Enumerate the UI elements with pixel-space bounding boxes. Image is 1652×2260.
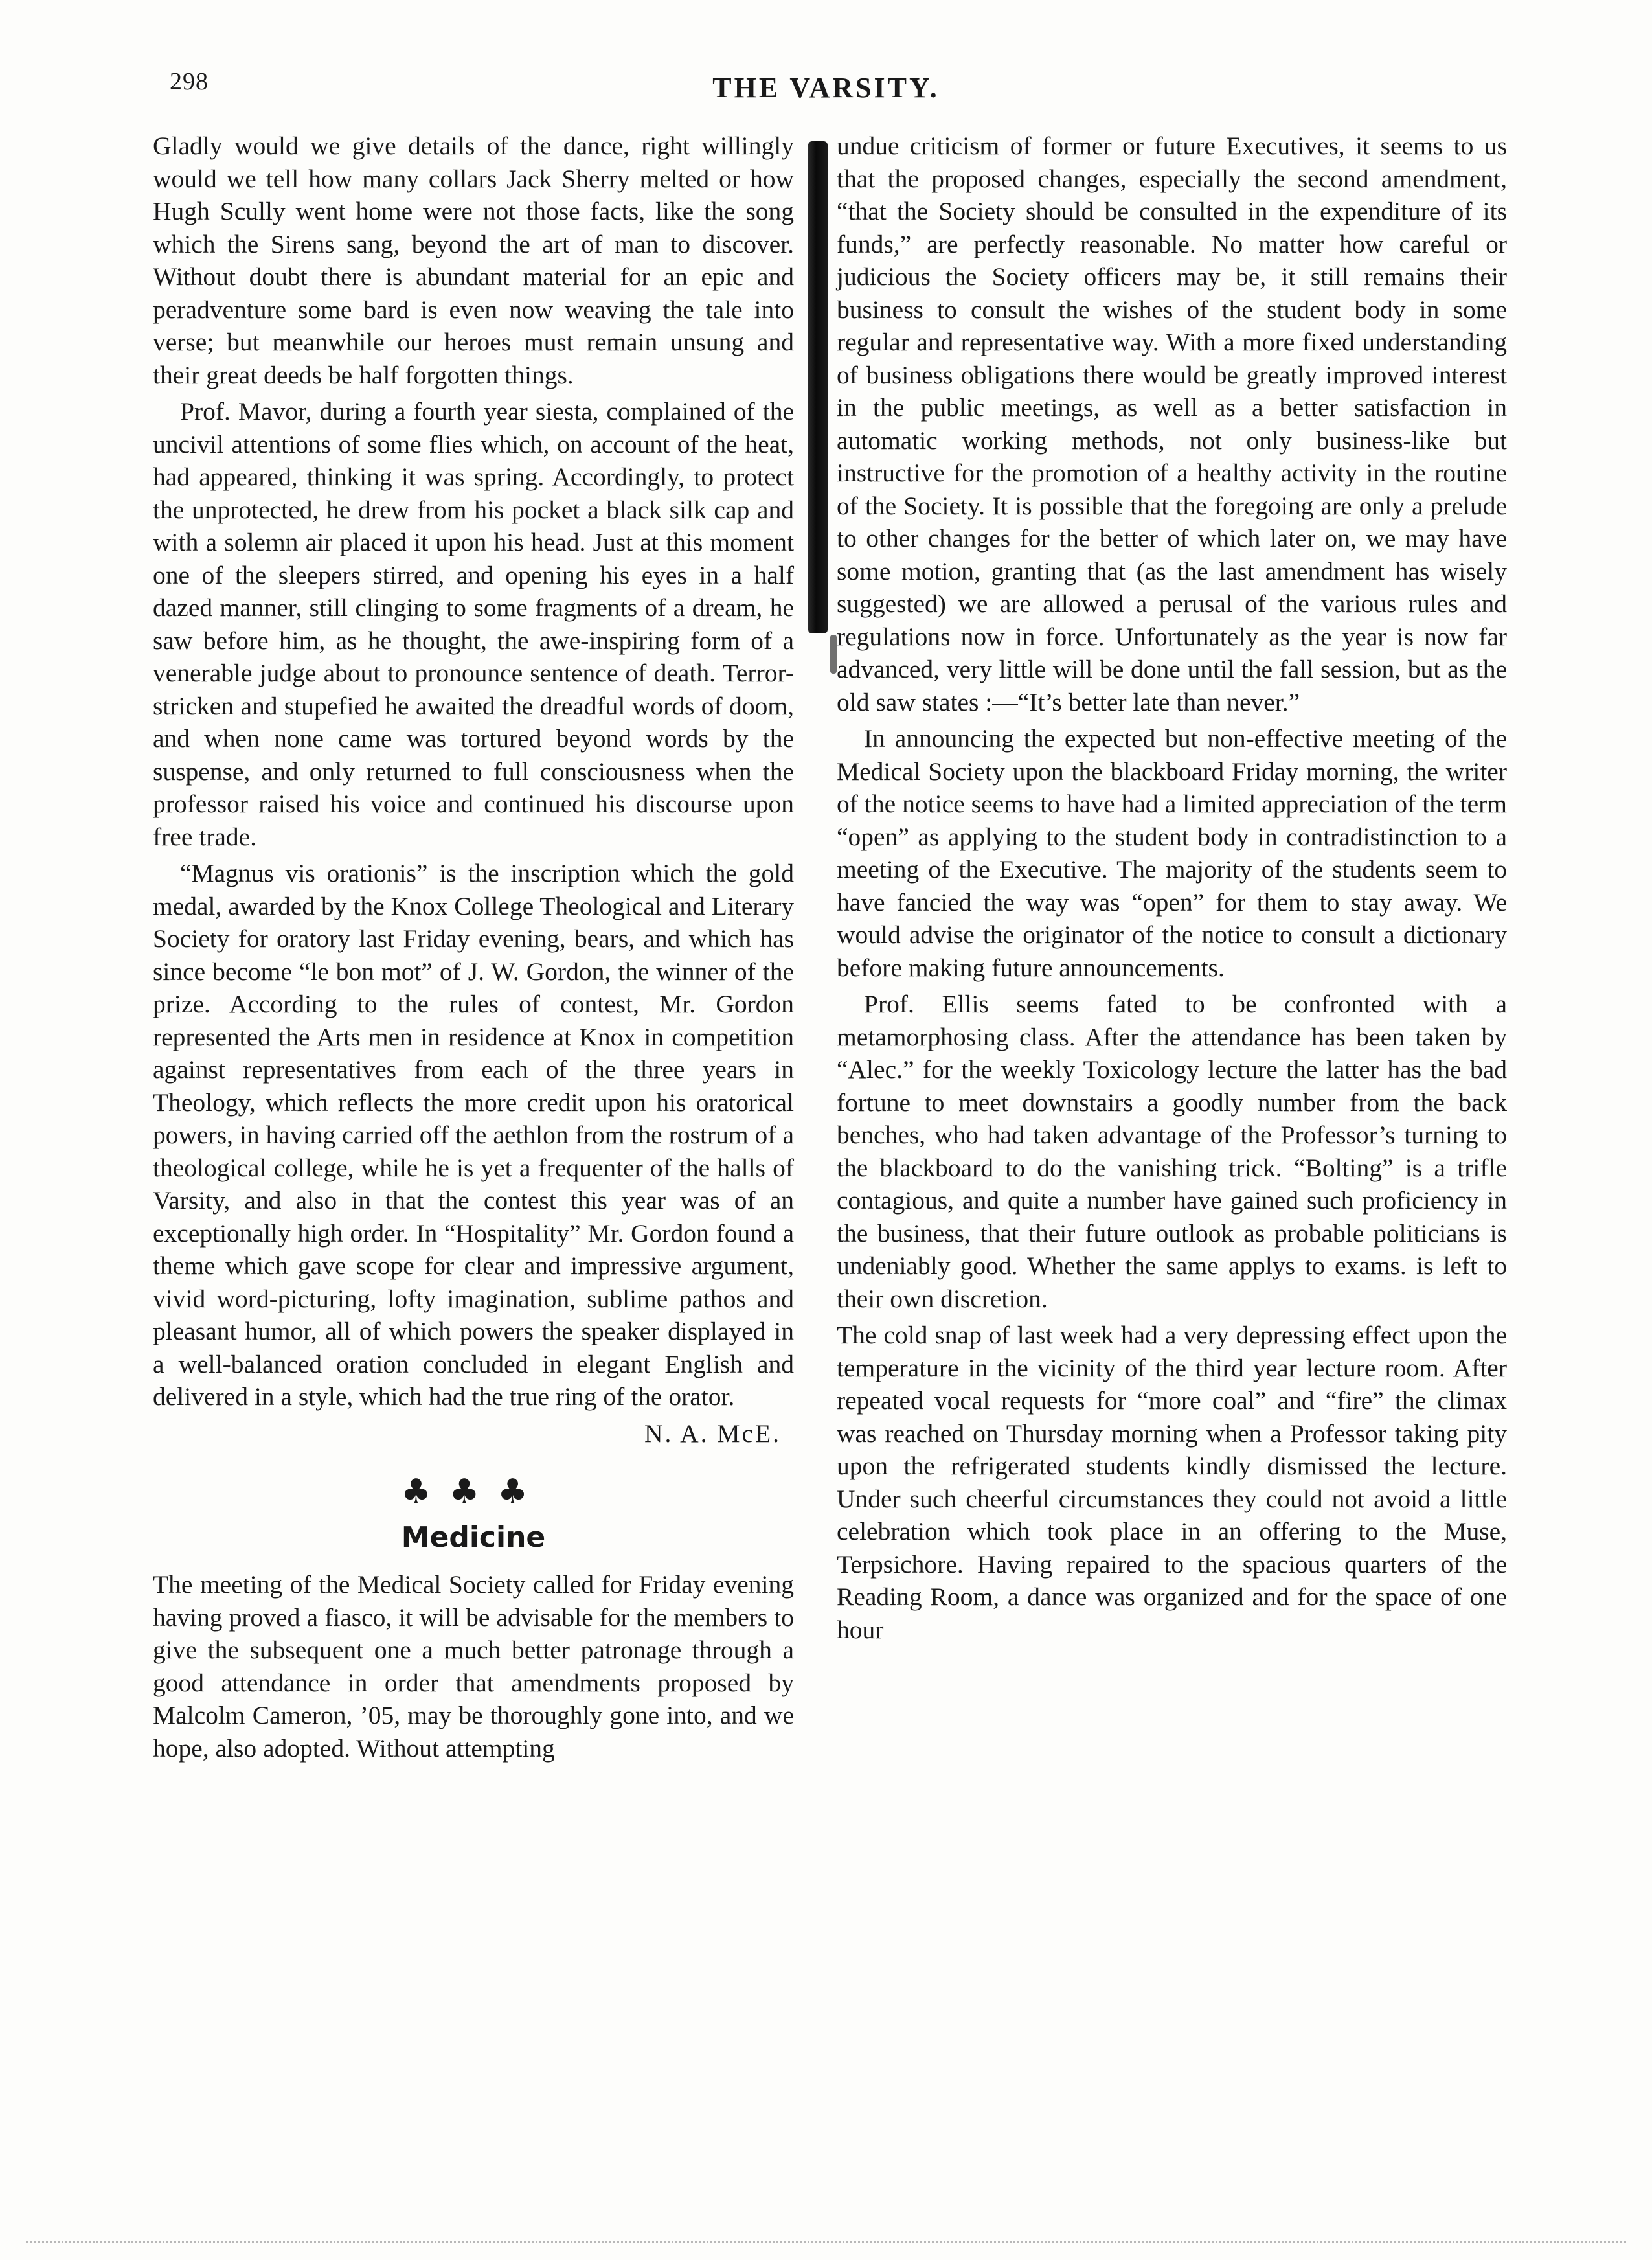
paragraph-prof-ellis: Prof. Ellis seems fated to be confronted with a metamorphosing class. After the attendance has been taken by “Alec.” for the weekly Toxicology lecture the latter has the bad fortune to meet downstairs a goodly number from the back benches, who had taken advantage of the Professor’s turning to the blackboard to do the vanishing trick. “Bolting” is a trifle contagious, and quite a number have gained such proficiency in the business, that their future outlook as probable politicians is undeniably good. Whether the same applys to exams. is left to their own discretion. (837, 990, 1507, 1313)
paragraph-oratory-medal: “Magnus vis orationis” is the inscription which the gold medal, awarded by the Knox College Theological and Literary Society for oratory last Friday evening, bears, and which has since become “le bon mot” of J. W. Gordon, the winner of the prize. According to the rules of contest, Mr. Gordon represented the Arts men in residence at Knox in competition against representatives from each of the three years in Theology, which reflects the more credit upon his oratorical powers, in having carried off the aethlon from the rostrum of a theological college, while he is yet a frequenter of the halls of Varsity, and also in that the contest this year was of an exceptionally high order. In “Hospitality” Mr. Gordon found a theme which gave scope for clear and impressive argument, vivid word-picturing, lofty imagination, sublime pathos and pleasant humor, all of which powers the speaker displayed in a well-balanced oration concluded in elegant English and delivered in a style, which had the true ring of the orator. (153, 859, 794, 1411)
paragraph-medical-society: The meeting of the Medical Society called for Friday evening having proved a fiasco, it will be advisable for the members to give the subsequent one a much better patronage through a good attendance in order that amendments proposed by Malcolm Cameron, ’05, may be thoroughly gone into, and we hope, also adopted. Without attempting (153, 1570, 794, 1763)
author-signature: N. A. McE. (644, 1419, 781, 1448)
paragraph-amendments: undue criticism of former or future Executives, it seems to us that the proposed changes, especially the second amendment, “that the Society should be consulted in the expenditure of its funds,” are perfectly reasonable. No matter how careful or judicious the Society officers may be, it still remains their business to consult the wishes of the student body in some regular and representative way. With a more fixed understanding of business obligations there would be greatly improved interest in the public meetings, as well as a better satisfaction in automatic working methods, not only business-like but instructive for the promotion of a healthy activity in the routine of the Society. It is possible that the foregoing are only a prelude to other changes for the better of which later on, we may have some motion, granting that (as the last amendment has wisely suggested) we are allowed a perusal of the various rules and regulations now in force. Unfortunately as the year is now far advanced, very little will be done until the fall session, but as the old saw states :—“It’s better late than never.” (837, 131, 1507, 716)
right-column (837, 130, 1507, 1650)
left-column (153, 130, 794, 1768)
paragraph-dance: Gladly would we give details of the dance, right willingly would we tell how many collars Jack Sherry melted or how Hugh Scully went home were not those facts, like the song which the Sirens sang, beyond the art of man to discover. Without doubt there is abundant material for an epic and peradventure some bard is even now weaving the tale into verse; but meanwhile our heroes must remain unsung and their great deeds be half forgotten things. (153, 131, 794, 389)
scan-edge-dust (26, 2241, 1626, 2245)
page-number: 298 (170, 68, 209, 95)
gutter-ink-smudge-tail (830, 635, 837, 674)
paragraph-cold-snap: The cold snap of last week had a very depressing effect upon the temperature in the vicinity of the third year lecture room. After repeated vocal requests for “more coal” and “fire” the climax was reached on Thursday morning when a Professor taking pity upon the refrigerated students kindly dismissed the lecture. Under such cheerful circumstances they could not avoid a little celebration which took place in an offering to the Muse, Terpsichore. Having repaired to the spacious quarters of the Reading Room, a dance was organized and for the space of one hour (837, 1321, 1507, 1644)
paragraph-open-meeting: In announcing the expected but non-effective meeting of the Medical Society upon the blackboard Friday morning, the writer of the notice seems to have had a limited appreciation of the term “open” as applying to the student body in contradistinction to a meeting of the Executive. The majority of the students seem to have fancied the way was “open” for them to stay away. We would advise the originator of the notice to consult a dictionary before making future announcements. (837, 724, 1507, 982)
club-ornament-divider: ♣♣♣ (401, 1472, 546, 1511)
gutter-ink-smudge (808, 141, 828, 633)
section-heading-medicine: Medicine (401, 1520, 546, 1554)
paragraph-prof-mavor: Prof. Mavor, during a fourth year siesta, complained of the uncivil attentions of some flies which, on account of the heat, had appeared, thinking it was spring. Accordingly, to protect the unprotected, he drew from his pocket a black silk cap and with a solemn air placed it upon his head. Just at this moment one of the sleepers stirred, and opening his eyes in a half dazed manner, still clinging to some fragments of a dream, he saw before him, as he thought, the awe-inspiring form of a venerable judge about to pronounce sentence of death. Terror-stricken and stupefied he awaited the dreadful words of doom, and when none came was tortured beyond words by the suspense, and only returned to full consciousness when the professor raised his voice and continued his discourse upon free trade. (153, 397, 794, 851)
running-title: THE VARSITY. (712, 72, 940, 104)
